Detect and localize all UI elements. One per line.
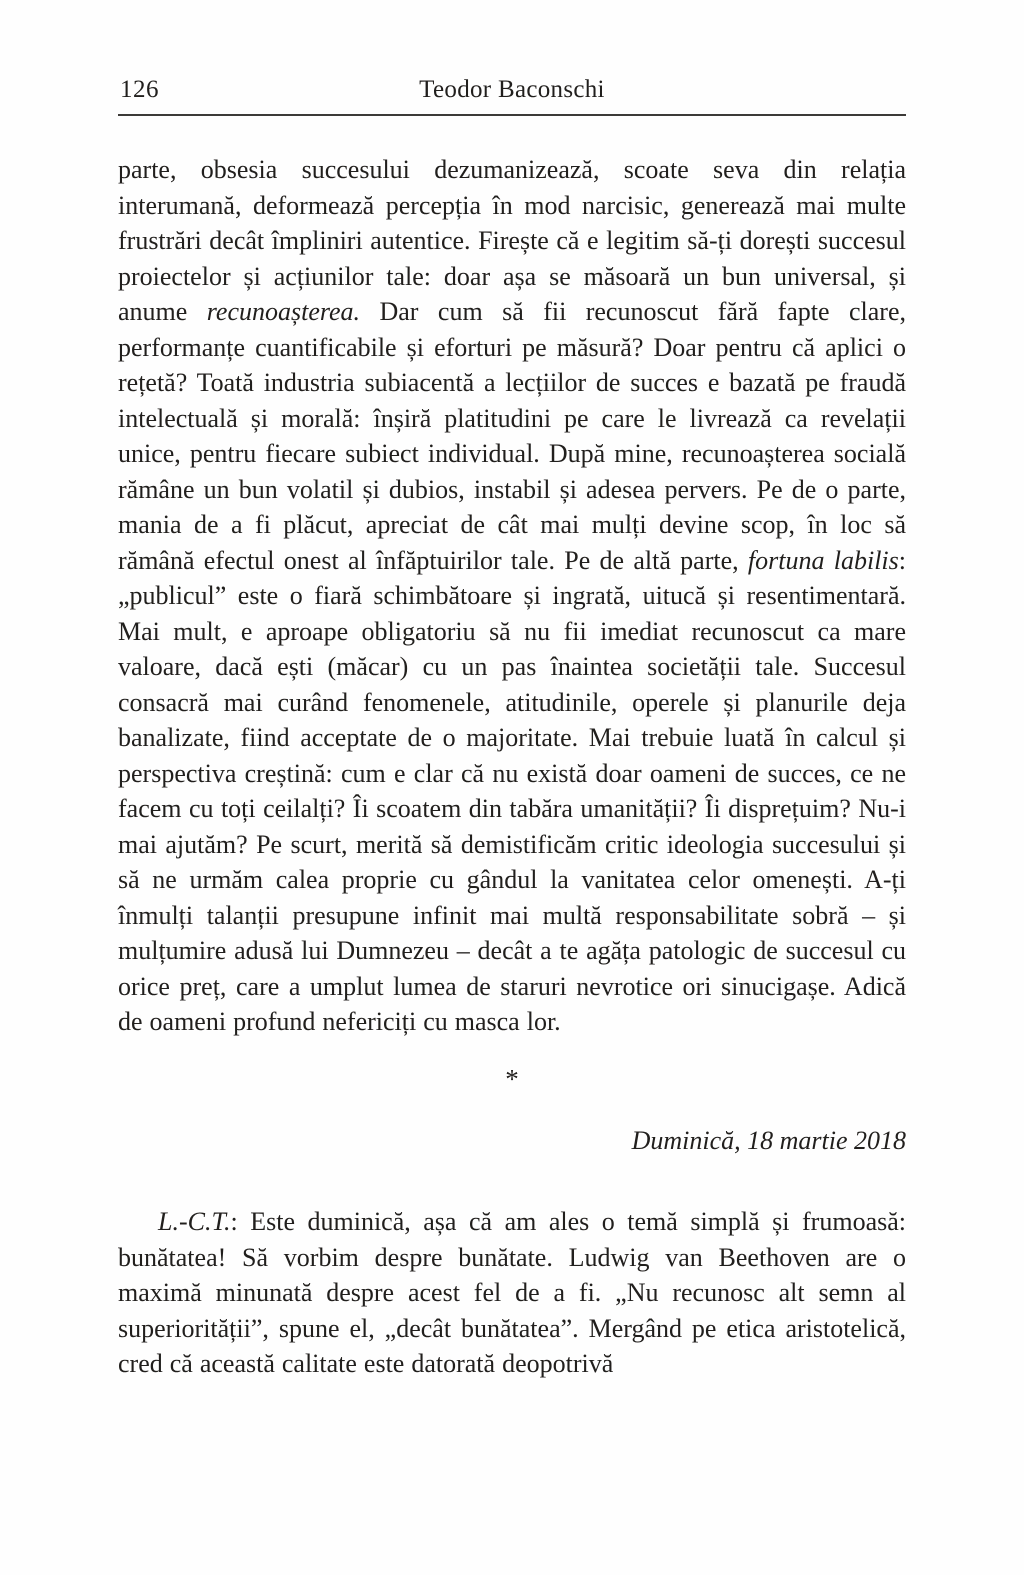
page-header [118, 74, 906, 106]
body-paragraph: parte, obsesia succesului dezumanizează, scoate seva din relația interumană, deformează percepția în mod narcisic, generează mai multe frustrări decât împliniri autentice. Firește că e legitim să-ți dorești succesul proiectelor și acțiunilor tale: doar așa se măsoară un bun universal, și anume recunoașterea. Dar cum să fii recunoscut fără fapte clare, performanțe cuantificabile și eforturi pe măsură? Doar pentru că aplici o rețetă? Toată industria subiacentă a lecțiilor de succes e bazată pe fraudă intelectuală și morală: înșiră platitudini pe care le livrează ca revelații unice, pentru fiecare subiect individual. După mine, recunoașterea socială rămâne un bun volatil și dubios, instabil și adesea pervers. Pe de o parte, mania de a fi plăcut, apreciat de cât mai mulți devine scop, în loc să rămână efectul onest al înfăptuirilor tale. Pe de altă parte, fortuna labilis: „publicul” este o fiară schimbătoare și ingrată, uitucă și resentimentară. Mai mult, e aproape obligatoriu să nu fii imediat recunoscut ca mare valoare, dacă ești (măcar) cu un pas înaintea societății tale. Succesul consacră mai curând fenomenele, atitudinile, operele și planurile deja banalizate, fiind acceptate de o majoritate. Mai trebuie luată în calcul și perspectiva creștină: cum e clar că nu există doar oameni de succes, ce ne facem cu toți ceilalți? Îi scoatem din tabăra umanității? Îi disprețuim? Nu-i mai ajutăm? Pe scurt, merită să demistificăm critic ideologia succesului și să ne urmăm calea proprie cu gândul la vanitatea celor omenești. A-ți înmulți talanții presupune infinit mai multă responsabilitate sobră – și mulțumire adusă lui Dumnezeu – decât a te agăța patologic de succesul cu orice preț, care a umplut lumea de staruri nevrotice ori sinucigașe. Adică de oameni profund nefericiți cu masca lor. [118, 155, 907, 1036]
page-number: 126 [120, 76, 159, 103]
date-heading: Duminică, 18 martie 2018 [631, 1125, 906, 1155]
section-separator-asterisk: * [505, 1063, 519, 1094]
page-body [118, 116, 906, 1382]
running-title: Teodor Baconschi [419, 76, 605, 103]
interview-paragraph: L.-C.T.: Este duminică, așa că am ales o temă simplă și frumoasă: bunătatea! Să vorbim despre bunătate. Ludwig van Beethoven are o maximă minunată despre acest fel de a fi. „Nu recunosc alt semn al superiorității”, spune el, „decât bunătatea”. Mergând pe etica aristotelică, cred că această calitate este datorată deopotrivă [118, 1207, 906, 1378]
